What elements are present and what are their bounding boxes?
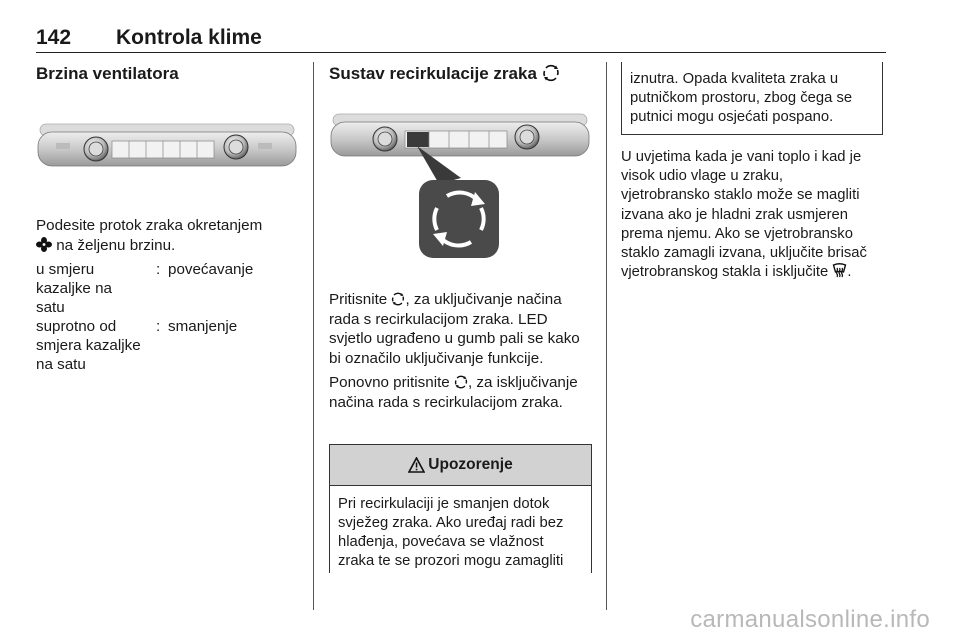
climate-panel-illustration — [36, 122, 298, 202]
row-label: satu — [36, 299, 65, 316]
column-left — [36, 62, 301, 380]
column-divider — [606, 62, 607, 610]
warning-line: Pri recirkulaciji je smanjen dotok — [338, 496, 550, 512]
paragraph-line: U uvjetima kada je vani toplo i kad je — [621, 149, 862, 165]
row-label: suprotno od — [36, 318, 117, 335]
warning-continuation-box — [621, 62, 883, 135]
paragraph-line: vjetrobranskog stakla i isključite — [621, 264, 829, 281]
row-separator: : — [156, 318, 161, 335]
warning-triangle-icon — [408, 457, 425, 473]
warning-header — [330, 445, 591, 486]
warning-line: putnici mogu osjećati pospano. — [630, 109, 834, 125]
warning-line: iznutra. Opada kvaliteta zraka u — [630, 71, 839, 87]
recirc-off-instruction-start: Ponovno pritisnite — [329, 374, 450, 391]
row-label: smjera kazaljke — [36, 337, 141, 354]
section-title-recirculation — [329, 62, 595, 86]
section-title-fan-speed: Brzina ventilatora — [36, 64, 179, 83]
warning-line: putničkom prostoru, zbog čega se — [630, 90, 853, 106]
paragraph-line: visok udio vlage u zraku, — [621, 168, 784, 185]
warning-line: svježeg zraka. Ako uređaj radi bez — [338, 515, 564, 531]
recirc-instruction-line: bi označilo uključivanje funkcije. — [329, 349, 544, 367]
row-label: na satu — [36, 356, 86, 373]
recirc-instruction-line: svjetlo ugrađeno u gumb pali se kako — [329, 330, 580, 347]
windshield-defrost-icon — [832, 263, 847, 278]
recirculation-panel-illustration — [329, 112, 593, 272]
recirc-off-line: , za isključivanje — [467, 374, 578, 391]
fan-direction-table — [36, 260, 301, 380]
row-label: u smjeru — [36, 261, 95, 278]
section-title-text: Sustav recirkulacije zraka — [329, 64, 537, 83]
recirc-instruction-line: rada s recirkulacijom zraka. LED — [329, 310, 548, 328]
paragraph-line: prema njemu. Ako se vjetrobransko — [621, 225, 853, 242]
row-label: kazaljke na — [36, 280, 112, 297]
row-separator: : — [156, 261, 161, 278]
row-value: povećavanje — [168, 261, 254, 278]
fan-speed-instruction-end: na željenu brzinu. — [56, 236, 176, 254]
fan-speed-instruction: Podesite protok zraka okretanjem — [36, 217, 263, 234]
fan-icon — [36, 237, 52, 252]
paragraph-line: izvana ako je hladni zrak usmjeren — [621, 206, 849, 223]
page-header — [36, 26, 886, 53]
warning-box — [329, 444, 592, 573]
paragraph-line: staklo zamagli izvana, uključite brisač — [621, 245, 867, 262]
warning-line: zraka te se prozori mogu zamagliti — [338, 553, 564, 569]
recirculation-icon — [391, 292, 405, 306]
paragraph-line: vjetrobransko staklo može se magliti — [621, 187, 860, 204]
recirc-instruction-line: , za uključivanje načina — [405, 291, 562, 308]
row-value: smanjenje — [168, 318, 238, 335]
recirc-instruction-start: Pritisnite — [329, 291, 388, 308]
page-number: 142 — [36, 26, 72, 49]
recirculation-icon — [542, 64, 560, 82]
column-divider — [313, 62, 314, 610]
column-middle — [329, 62, 595, 417]
warning-line: hlađenja, povećava se vlažnost — [338, 534, 544, 550]
warning-title: Upozorenje — [428, 456, 513, 473]
recirculation-icon — [454, 375, 468, 389]
watermark: carmanualsonline.info — [690, 606, 930, 633]
chapter-title: Kontrola klime — [116, 26, 262, 49]
paragraph-end: . — [847, 264, 852, 281]
recirc-off-line: načina rada s recirkulacijom zraka. — [329, 393, 563, 411]
column-right — [621, 148, 891, 287]
warning-body — [330, 486, 591, 571]
